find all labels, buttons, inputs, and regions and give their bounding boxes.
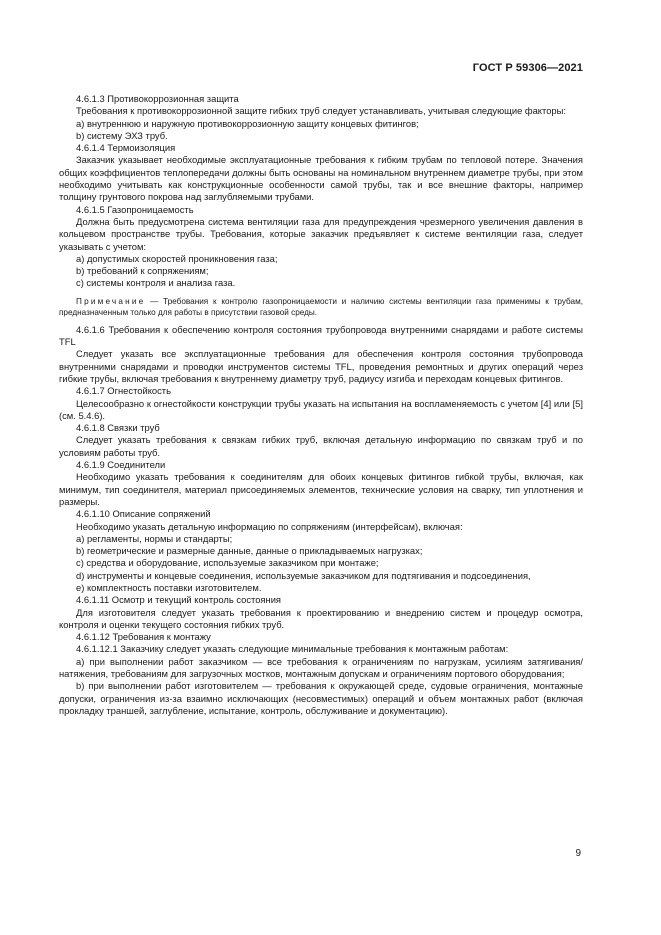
paragraph: a) регламенты, нормы и стандарты; [76,532,233,544]
paragraph: c) системы контроля и анализа газа. [76,277,236,289]
paragraph: Необходимо указать требования к соединителям для обоих концевых фитингов гибкой трубы, включая, как минимум, тип соединителя, материал присоединяемых элементов, технические условия на сварку, тип уплотнения и размеры. [59,471,583,507]
page-number: 9 [575,848,581,859]
paragraph: a) допустимых скоростей проникновения газа; [76,252,278,264]
paragraph: Следует указать требования к связкам гибких труб, включая детальную информацию по связкам труб и по условиям работы труб. [59,434,583,458]
section-heading: 4.6.1.12 Требования к монтажу [76,631,211,643]
paragraph: Целесообразно к огнестойкости конструкции трубы указать на испытания на воспламеняемость с учетом [4] или [5] (см. 5.4.6). [59,397,583,421]
note-paragraph [59,296,583,318]
paragraph: Следует указать все эксплуатационные требования для обеспечения контроля состояния трубопровода внутренними снарядами и проводки инструментов системы TFL, проведения ремонтных и других операций через гибкие трубы, включая требования к внутреннему диаметру труб, радиусу изгиба и переходам концевых фитингов. [59,348,583,384]
paragraph: c) средства и оборудование, используемые заказчиком при монтаже; [76,557,379,569]
paragraph: b) геометрические и размерные данные, данные о прикладываемых нагрузках; [76,545,423,557]
note-text: — Требования к контролю газопроницаемости и наличию системы вентиляции газа применимы к трубам, предназначенным только для работы в присутствии газовой среды. [59,296,583,317]
paragraph: b) требований к сопряжениям; [76,265,209,277]
paragraph: a) при выполнении работ заказчиком — все требования к ограничениям по нагрузкам, усилиям затягивания/натяжения, требованиям для загрузочных мостков, монтажным допускам и ограничениям портового оборудования; [59,655,583,680]
section-heading: 4.6.1.7 Огнестойкость [76,385,171,397]
standard-number: ГОСТ Р 59306—2021 [472,62,583,74]
paragraph: b) при выполнении работ изготовителем — требования к окружающей среде, судовые ограничения, монтажные допуски, ограничения из-за взаимно исключающих (несовместимых) операций и объем монтажных работ (включая прокладку траншей, заглубление, испытание, контроль, обслуживание и документацию). [59,680,583,716]
body-text [59,93,583,717]
section-heading: 4.6.1.11 Осмотр и текущий контроль состояния [76,594,282,606]
note-label: Примечание [76,296,146,306]
paragraph: b) систему ЭХЗ труб. [76,129,168,141]
paragraph: Заказчик указывает необходимые эксплуатационные требования к гибким трубам по тепловой потере. Значения общих коэффициентов теплопередачи должны быть основаны на номинальном внутреннем диаметре трубы, при этом необходимо учитывать как конструкционные особенности самой трубы, так и все внешние факторы, например толщину грунтового покрова над заглубляемыми трубами. [59,154,583,203]
section-heading: 4.6.1.5 Газопроницаемость [76,203,194,215]
section-heading: 4.6.1.3 Противокоррозионная защита [76,93,239,104]
paragraph: 4.6.1.12.1 Заказчику следует указать следующие минимальные требования к монтажным работам: [76,643,509,655]
paragraph: Требования к противокоррозионной защите гибких труб следует устанавливать, учитывая следующие факторы: [76,105,566,117]
paragraph: e) комплектность поставки изготовителем. [76,581,262,593]
paragraph: Для изготовителя следует указать требования к проектированию и внедрению систем и процедур осмотра, контроля и оценки текущего состояния гибких труб. [59,606,583,630]
section-heading: 4.6.1.6 Требования к обеспечению контроля состояния трубопровода внутренними снарядами и работе системы TFL [59,323,583,348]
section-heading: 4.6.1.8 Связки труб [76,422,160,434]
section-heading: 4.6.1.9 Соединители [76,459,166,471]
paragraph: a) внутреннюю и наружную противокоррозионную защиту концевых фитингов; [76,117,419,129]
section-heading: 4.6.1.10 Описание сопряжений [76,508,211,520]
paragraph: Должна быть предусмотрена система вентиляции газа для предупреждения чрезмерного увеличения давления в кольцевом пространстве трубы. Требования, которые заказчик предъявляет к системе вентиляции газа, следует указывать с учетом: [59,215,583,252]
paragraph: d) инструменты и концевые соединения, используемые заказчиком для подтягивания и подсоединения, [76,569,531,581]
paragraph: Необходимо указать детальную информацию по сопряжениям (интерфейсам), включая: [76,520,463,532]
section-heading: 4.6.1.4 Термоизоляция [76,142,176,154]
